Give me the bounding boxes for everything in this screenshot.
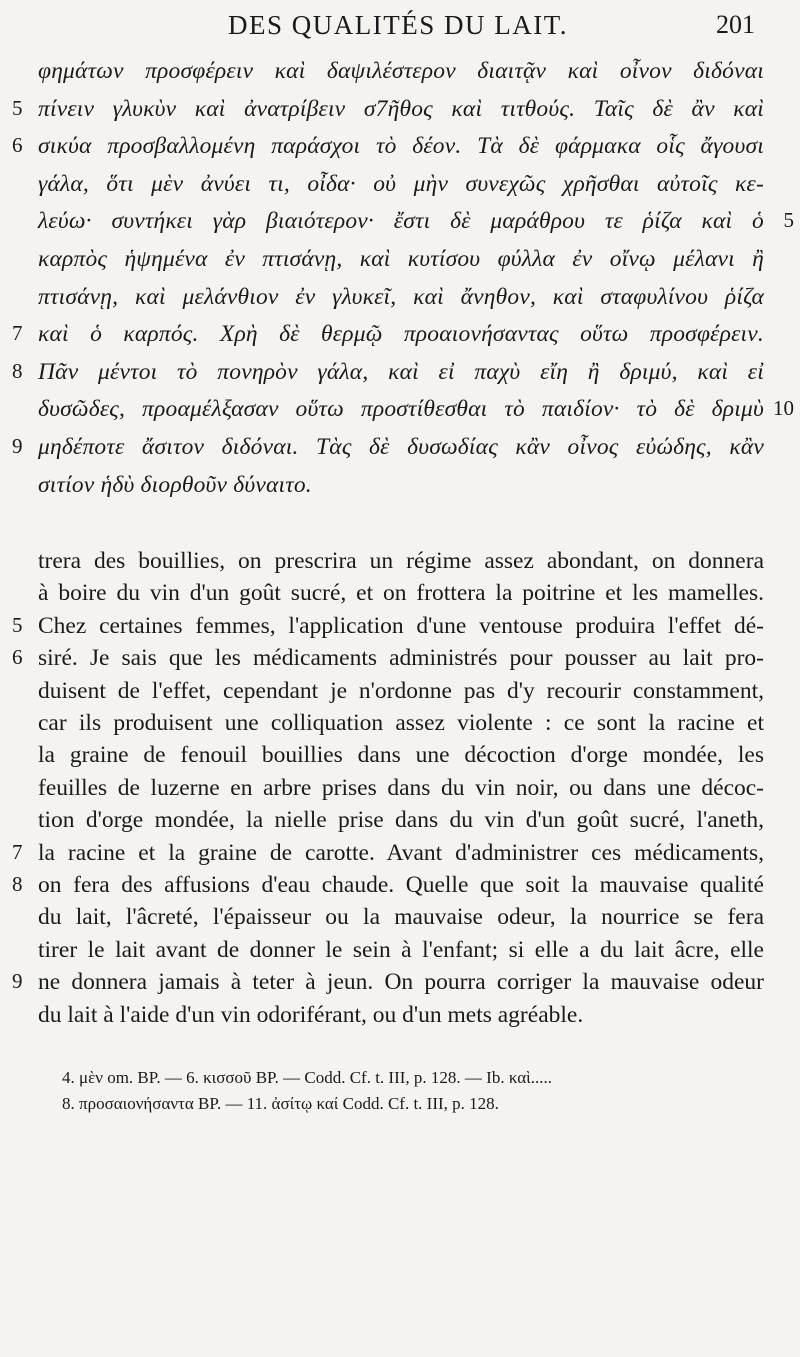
greek-line-text: καρπὸς ἡψημένα ἐν πτισάνῃ, καὶ κυτίσου φύλλα ἐν οἴνῳ μέλανι ἢ <box>38 246 764 272</box>
line-number-left: 8 <box>12 872 23 896</box>
greek-line-text: σιτίον ἡδὺ διορθοῦν δύναιτο. <box>38 471 312 498</box>
page-number: 201 <box>716 10 755 39</box>
line-number-left: 8 <box>12 358 23 383</box>
running-title: DES QUALITÉS DU LAIT. <box>228 10 568 40</box>
french-line-text: on fera des affusions d'eau chaude. Quelle que soit la mauvaise qualité <box>38 872 764 898</box>
french-line-text: Chez certaines femmes, l'application d'une ventouse produira l'effet dé- <box>38 612 764 639</box>
running-header <box>0 8 800 44</box>
line-number-right: 10 <box>773 396 794 421</box>
french-line-text: feuilles de luzerne en arbre prises dans du vin noir, ou dans une décoc- <box>38 774 764 801</box>
french-line-text: tirer le lait avant de donner le sein à l'enfant; si elle a du lait âcre, elle <box>38 936 764 963</box>
line-number-left: 6 <box>12 133 23 158</box>
french-line-text: du lait, l'âcreté, l'épaisseur ou la mauvaise odeur, la nourrice se fera <box>38 904 764 931</box>
line-number-left: 6 <box>12 645 23 670</box>
greek-line-text: σικύα προσβαλλομένη παράσχοι τὸ δέον. Τὰ δὲ φάρμακα οἷς ἄγουσι <box>38 133 764 160</box>
note-text: 8. προσαιονήσαντα BP. — 11. ἀσίτῳ καί Codd. Cf. t. III, p. 128. <box>62 1094 499 1113</box>
french-line-text: à boire du vin d'un goût sucré, et on frottera la poitrine et les mamelles. <box>38 580 764 607</box>
line-number-left: 9 <box>12 969 23 994</box>
line-number-left: 5 <box>12 95 23 120</box>
greek-line-text: φημάτων προσφέρειν καὶ δαψιλέστερον διαιτᾷν καὶ οἶνον διδόναι <box>38 58 764 84</box>
greek-line-text: γάλα, ὅτι μὲν ἀνύει τι, οἶδα· οὐ μὴν συνεχῶς χρῆσθαι αὐτοῖς κε- <box>38 170 764 197</box>
french-line-text: la graine de fenouil bouillies dans une décoction d'orge mondée, les <box>38 742 764 769</box>
line-number-left: 5 <box>12 612 23 637</box>
line-number-left: 7 <box>12 839 23 864</box>
french-line-text: ne donnera jamais à teter à jeun. On pourra corriger la mauvaise odeur <box>38 969 764 996</box>
french-line-text: la racine et la graine de carotte. Avant d'administrer ces médicaments, <box>38 839 764 866</box>
line-number-left: 9 <box>12 434 23 458</box>
greek-line-text: πτισάνῃ, καὶ μελάνθιον ἐν γλυκεῖ, καὶ ἄνηθον, καὶ σταφυλίνου ῥίζα <box>38 283 764 310</box>
french-line-text: trera des bouillies, on prescrira un régime assez abondant, on donnera <box>38 548 764 574</box>
french-line-text: du lait à l'aide d'un vin odoriférant, ou d'un mets agréable. <box>38 1001 584 1028</box>
greek-line-text: πίνειν γλυκὺν καὶ ἀνατρίβειν σ7ῆθος καὶ τιτθούς. Ταῖς δὲ ἂν καὶ <box>38 95 764 122</box>
french-line-text: tion d'orge mondée, la nielle prise dans du vin d'un goût sucré, l'aneth, <box>38 807 764 834</box>
french-line-text: siré. Je sais que les médicaments administrés pour pousser au lait pro- <box>38 645 764 672</box>
greek-line-text: Πᾶν μέντοι τὸ πονηρὸν γάλα, καὶ εἰ παχὺ εἴη ἢ δριμύ, καὶ εἰ <box>38 358 764 385</box>
french-line-text: duisent de l'effet, cependant je n'ordonne pas d'y recourir constamment, <box>38 677 764 704</box>
note-text: 4. μὲν om. BP. — 6. κισσοῦ BP. — Codd. Cf. t. III, p. 128. — Ib. καὶ..... <box>62 1068 552 1087</box>
greek-line-text: δυσῶδες, προαμέλξασαν οὕτω προστίθεσθαι τὸ παιδίον· τὸ δὲ δριμὺ <box>38 396 764 423</box>
french-line-text: car ils produisent une colliquation assez violente : ce sont la racine et <box>38 710 764 736</box>
greek-line-text: λεύω· συντήκει γὰρ βιαιότερον· ἔστι δὲ μαράθρου τε ῥίζα καὶ ὁ <box>38 208 764 235</box>
line-number-right: 5 <box>783 208 794 233</box>
greek-line-text: καὶ ὁ καρπός. Χρὴ δὲ θερμῷ προαιονήσαντας οὕτω προσφέρειν. <box>38 321 764 348</box>
greek-line-text: μηδέποτε ἄσιτον διδόναι. Τὰς δὲ δυσωδίας κἂν οἶνος εὐώδης, κἂν <box>38 434 764 460</box>
line-number-left: 7 <box>12 321 23 346</box>
